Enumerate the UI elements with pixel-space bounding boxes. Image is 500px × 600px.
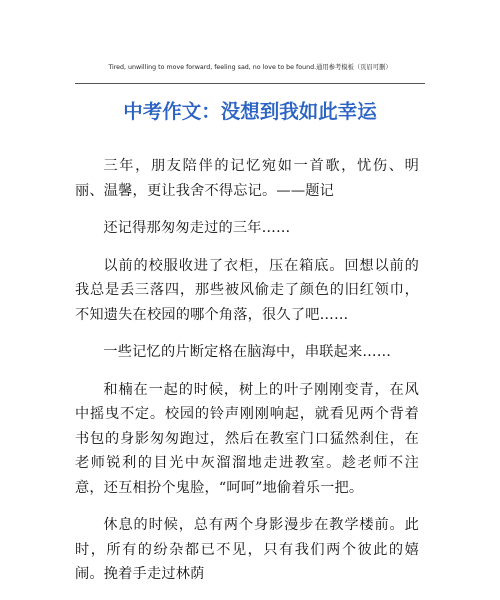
paragraph: 和楠在一起的时候，树上的叶子刚刚变青，在风中摇曳不定。校园的铃声刚刚响起，就看见两个背着书包的身影匆匆跑过，然后在教室门口猛然刹住，在老师锐利的目光中灰溜溜地走进教室。趁老师不注意，还互相扮个鬼脸，“呵呵”地偷着乐一把。 [75, 381, 419, 496]
paragraph: 以前的校服收进了衣柜，压在箱底。回想以前的我总是丢三落四，那些被风偷走了颜色的旧红领巾，不知遗失在校园的哪个角落，很久了吧…… [75, 257, 419, 323]
header-divider [75, 83, 425, 84]
essay-title: 中考作文：没想到我如此幸运 [123, 100, 377, 123]
paragraph: 还记得那匆匆走过的三年…… [103, 220, 291, 236]
paragraph: 一些记忆的片断定格在脑海中，串联起来…… [103, 344, 392, 360]
paragraph: 三年，朋友陪伴的记忆宛如一首歌，忧伤、明丽、温馨，更让我舍不得忘记。——题记 [75, 158, 419, 199]
paragraph: 休息的时候，总有两个身影漫步在教学楼前。此时，所有的纷杂都已不见，只有我们两个彼此的嬉闹。挽着手走过林荫 [75, 517, 419, 582]
essay-body [75, 154, 419, 600]
page-header: Tired, unwilling to move forward, feeling sad, no love to be found.通用参考模板（页眉可删） [108, 64, 392, 71]
